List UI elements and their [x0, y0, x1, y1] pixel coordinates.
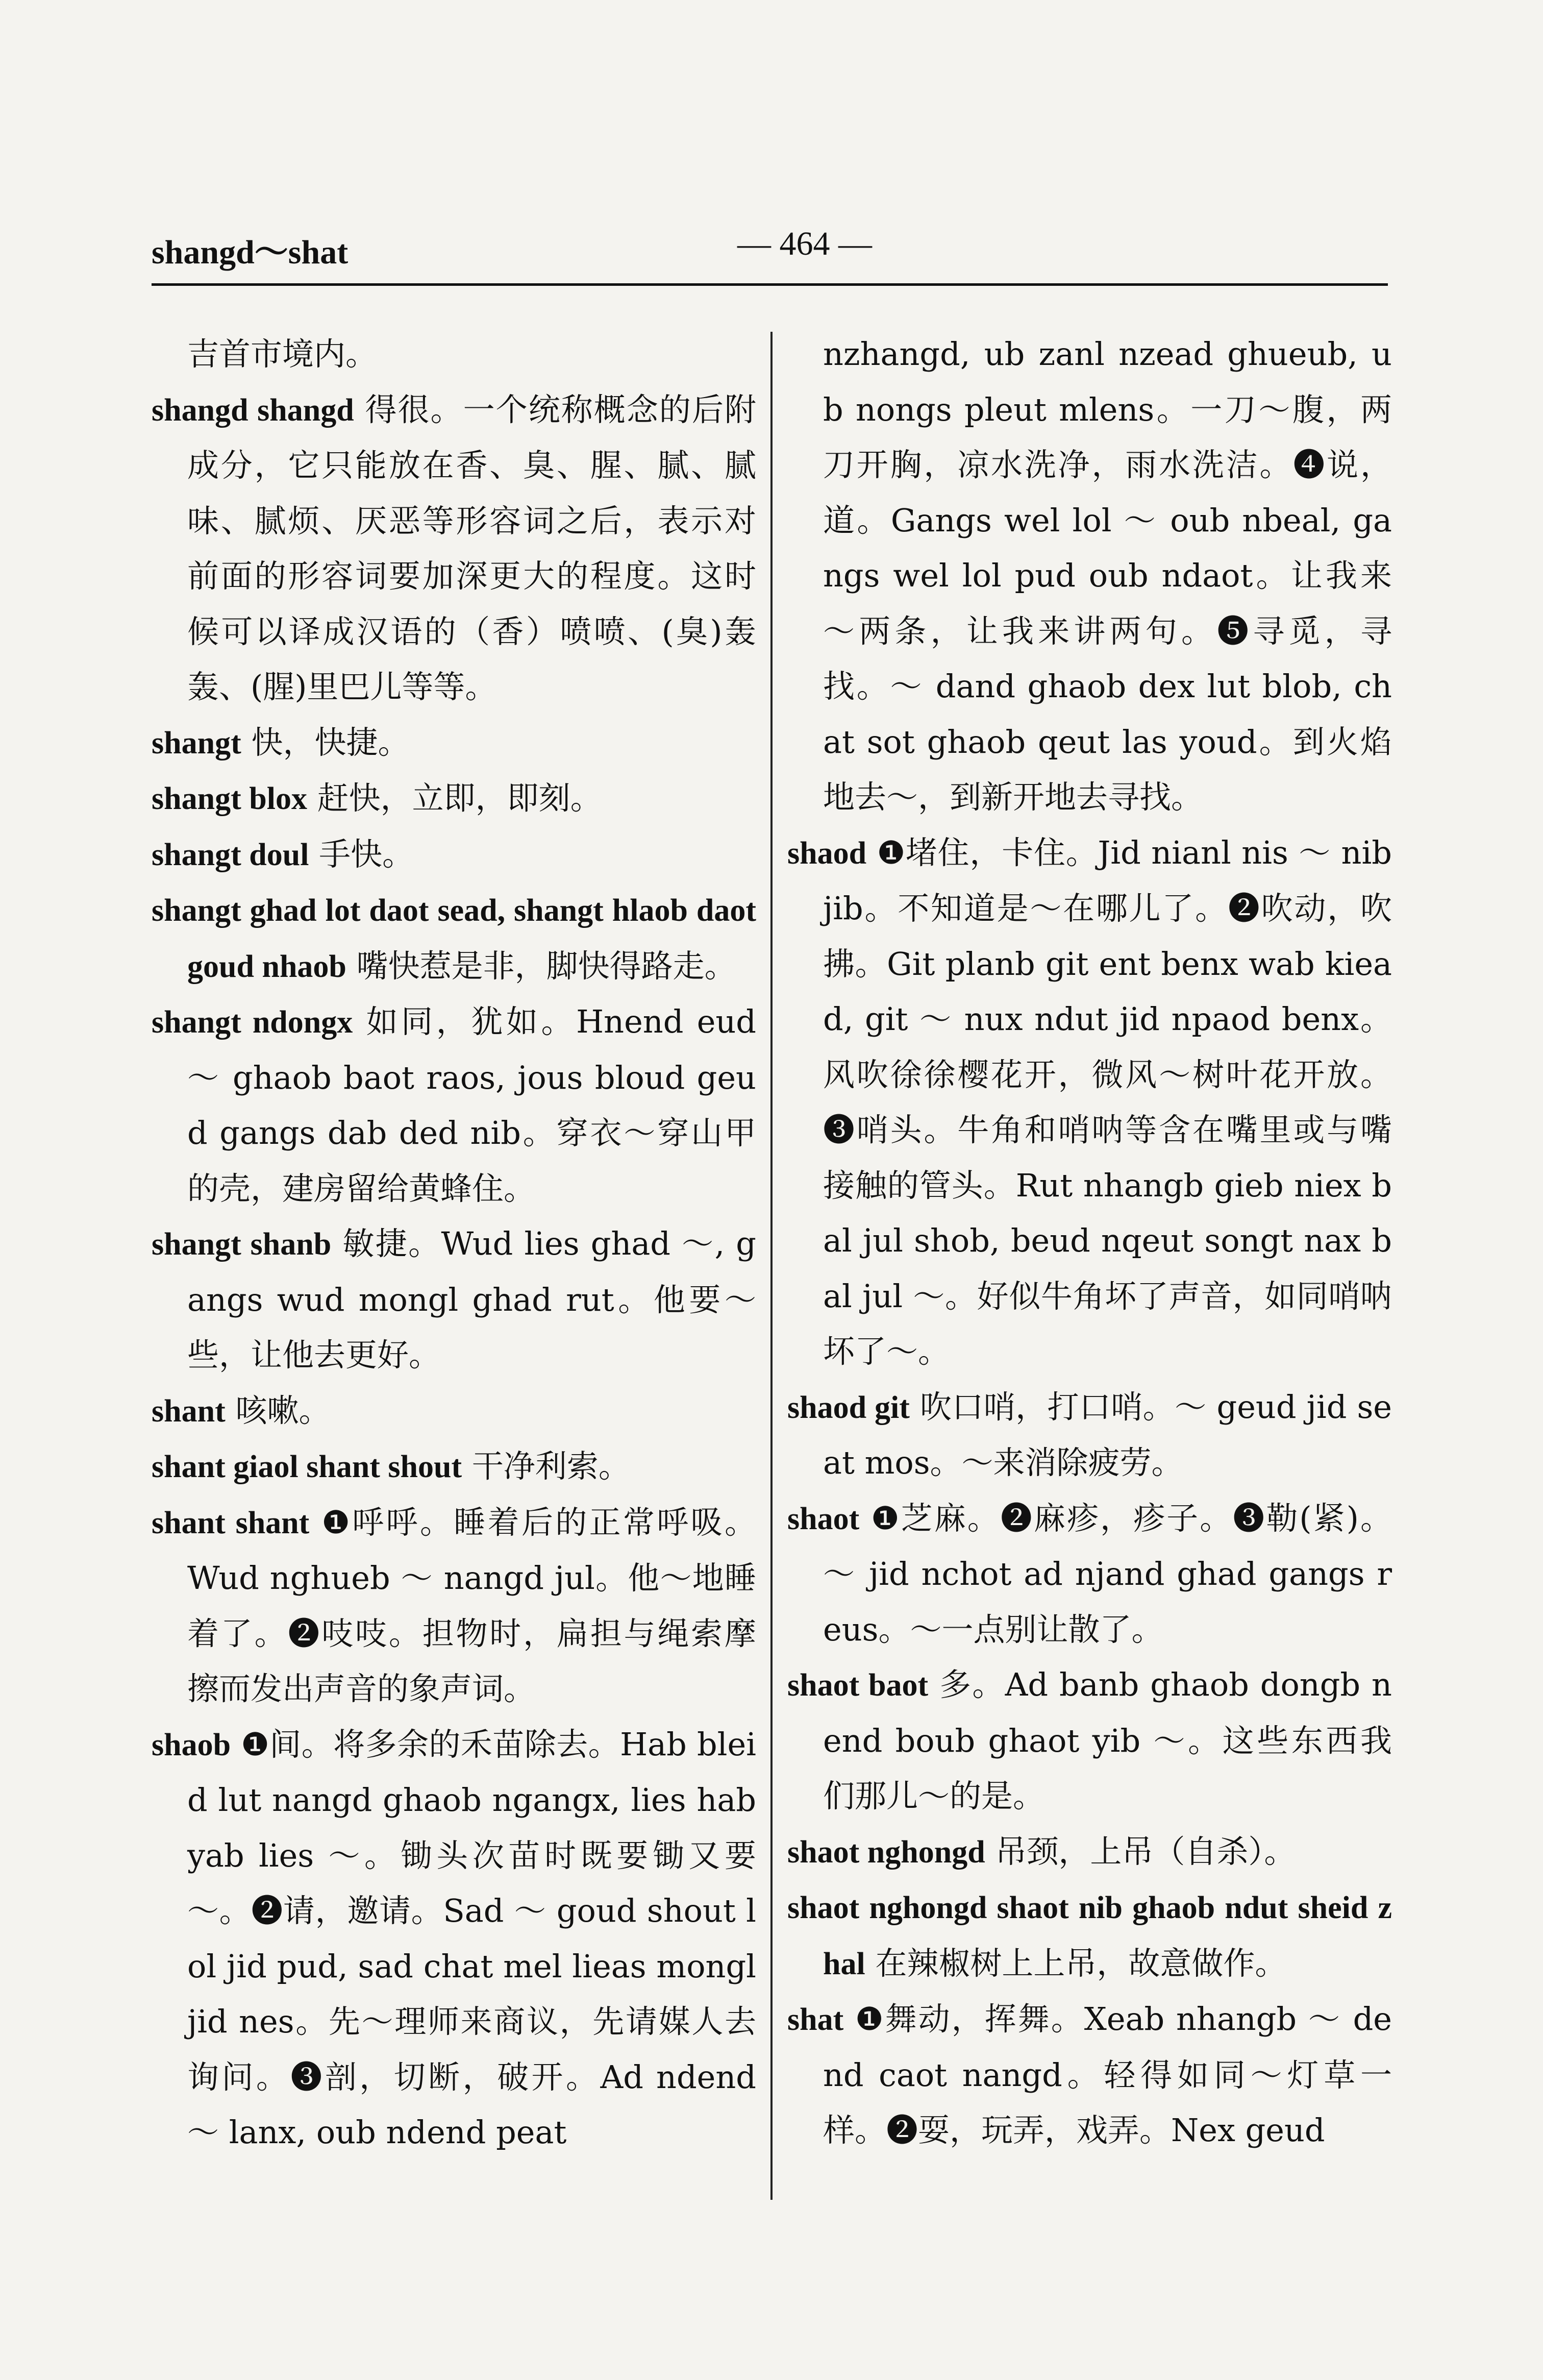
entry-headword: shant giaol shant shout	[152, 1450, 462, 1484]
dictionary-entry	[787, 1880, 1392, 1992]
dictionary-entry	[152, 1717, 756, 2161]
entry-headword: shaob	[152, 1727, 231, 1762]
entry-headword: shangt ndongx	[152, 1005, 353, 1040]
dictionary-entry	[152, 1495, 756, 1717]
entry-text: ❶堵住，卡住。Jid nianl nis ～ nib jib。不知道是～在哪儿了。❷吹动，吹拂。Git planb git ent benx wab kiead, git ～ nux ndut jid npaod benx。风吹徐徐樱花开，微风～树叶花开放。❸哨头。牛角和哨呐等含在嘴里或与嘴接触的管头。Rut nhangb gieb niex bal jul shob, beud nqeut songt nax bal jul ～。好似牛角坏了声音，如同哨呐坏了～。	[823, 833, 1392, 1370]
entry-text: 赶快，立即，即刻。	[307, 779, 602, 817]
entry-text: 手快。	[309, 835, 414, 873]
entry-text: 吉首市境内。	[187, 335, 378, 373]
dictionary-entry	[152, 827, 756, 883]
dictionary-entry	[152, 382, 756, 715]
dictionary-entry	[152, 327, 756, 382]
entry-headword: shaot baot	[787, 1668, 929, 1703]
entry-text: nzhangd, ub zanl nzead ghueub, ub nongs pleut mlens。一刀～腹，两刀开胸，凉水洗净，雨水洗洁。❹说，道。Gangs wel lol ～ oub nbeal, gangs wel lol pud oub ndaot。让我来～两条，让我来讲两句。❺寻觅，寻找。～ dand ghaob dex lut blob, chat sot ghaob qeut las youd。到火焰地去～，到新开地去寻找。	[823, 335, 1392, 816]
entry-headword: shaod git	[787, 1390, 910, 1425]
entry-headword: shaot nghongd shaot nib ghaob ndut sheid zhal	[787, 1891, 1392, 1981]
entry-text: 咳嗽。	[225, 1391, 331, 1429]
dictionary-entry	[152, 1216, 756, 1383]
entry-headword: shaod	[787, 836, 867, 871]
entry-text: ❶间。将多余的禾苗除去。Hab bleid lut nangd ghaob ngangx, lies hab yab lies ～。锄头次苗时既要锄又要～。❷请，邀请。Sad ～ goud shout lol jid pud, sad chat mel lieas mongl jid nes。先～理师来商议，先请媒人去询问。❸剖，切断，破开。Ad ndend ～ lanx, oub ndend peat	[187, 1725, 756, 2151]
running-head: shangd～shat	[152, 234, 349, 271]
left-column	[152, 327, 756, 2215]
right-column	[787, 327, 1392, 2215]
entry-text: ❶呼呼。睡着后的正常呼吸。Wud nghueb ～ nangd jul。他～地睡着了。❷吱吱。担物时，扁担与绳索摩擦而发出声音的象声词。	[187, 1503, 756, 1707]
entry-text: 敏捷。Wud lies ghad ～, gangs wud mongl ghad rut。他要～些，让他去更好。	[187, 1225, 756, 1373]
dictionary-entry	[152, 882, 756, 994]
column-divider	[770, 332, 773, 2200]
entry-text: 嘴快惹是非，脚快得路走。	[346, 947, 736, 985]
entry-headword: shangt	[152, 725, 241, 760]
entry-text: ❶舞动，挥舞。Xeab nhangb ～ dend caot nangd。轻得如同～灯草一样。❷耍，玩弄，戏弄。Nex geud	[823, 2000, 1392, 2149]
dictionary-entry	[152, 1439, 756, 1495]
entry-headword: shaot nghongd	[787, 1834, 985, 1870]
dictionary-entry	[787, 327, 1392, 825]
entry-headword: shangt blox	[152, 781, 307, 816]
entry-text: 吹口哨，打口哨。～ geud jid seat mos。～来消除疲劳。	[823, 1388, 1392, 1481]
entry-text: 快，快捷。	[241, 723, 410, 761]
entry-headword: shangt doul	[152, 837, 309, 872]
entry-text: 在辣椒树上上吊，故意做作。	[865, 1944, 1287, 1982]
entry-text: ❶芝麻。❷麻疹，疹子。❸勒(紧)。～ jid nchot ad njand ghad gangs reus。～一点别让散了。	[823, 1499, 1392, 1648]
entry-headword: shangt shanb	[152, 1227, 332, 1262]
entry-headword: shat	[787, 2002, 844, 2037]
dictionary-entry	[152, 715, 756, 771]
entry-text: 得很。一个统称概念的后附成分，它只能放在香、臭、腥、腻、腻味、腻烦、厌恶等形容词之后，表示对前面的形容词要加深更大的程度。这时候可以译成汉语的（香）喷喷、(臭)轰轰、(腥)里巴儿等等。	[187, 390, 756, 705]
entry-text: 多。Ad banb ghaob dongb nend boub ghaot yib ～。这些东西我们那儿～的是。	[823, 1666, 1392, 1814]
dictionary-entry	[787, 825, 1392, 1380]
dictionary-entry	[787, 1657, 1392, 1824]
dictionary-entry	[787, 1491, 1392, 1658]
entry-text: 如同，犹如。Hnend eud ～ ghaob baot raos, jous bloud geud gangs dab ded nib。穿衣～穿山甲的壳，建房留给黄蜂住。	[187, 1003, 756, 1207]
entry-text: 干净利索。	[462, 1447, 630, 1485]
entry-headword: shant	[152, 1393, 226, 1429]
dictionary-entry	[152, 994, 756, 1216]
header-rule	[152, 283, 1388, 286]
dictionary-entry	[152, 771, 756, 827]
entry-headword: shangd shangd	[152, 392, 354, 428]
entry-headword: shangt ghad lot daot sead, shangt hlaob daot goud nhaob	[152, 893, 756, 984]
dictionary-entry	[787, 1824, 1392, 1880]
dictionary-entry	[152, 1383, 756, 1439]
page-number: — 464 —	[737, 225, 872, 262]
dictionary-entry	[787, 1992, 1392, 2158]
entry-headword: shant shant	[152, 1505, 310, 1540]
page-header	[152, 225, 1388, 286]
entry-text: 吊颈，上吊（自杀）。	[985, 1832, 1296, 1870]
entry-headword: shaot	[787, 1501, 860, 1536]
dictionary-entry	[787, 1380, 1392, 1491]
